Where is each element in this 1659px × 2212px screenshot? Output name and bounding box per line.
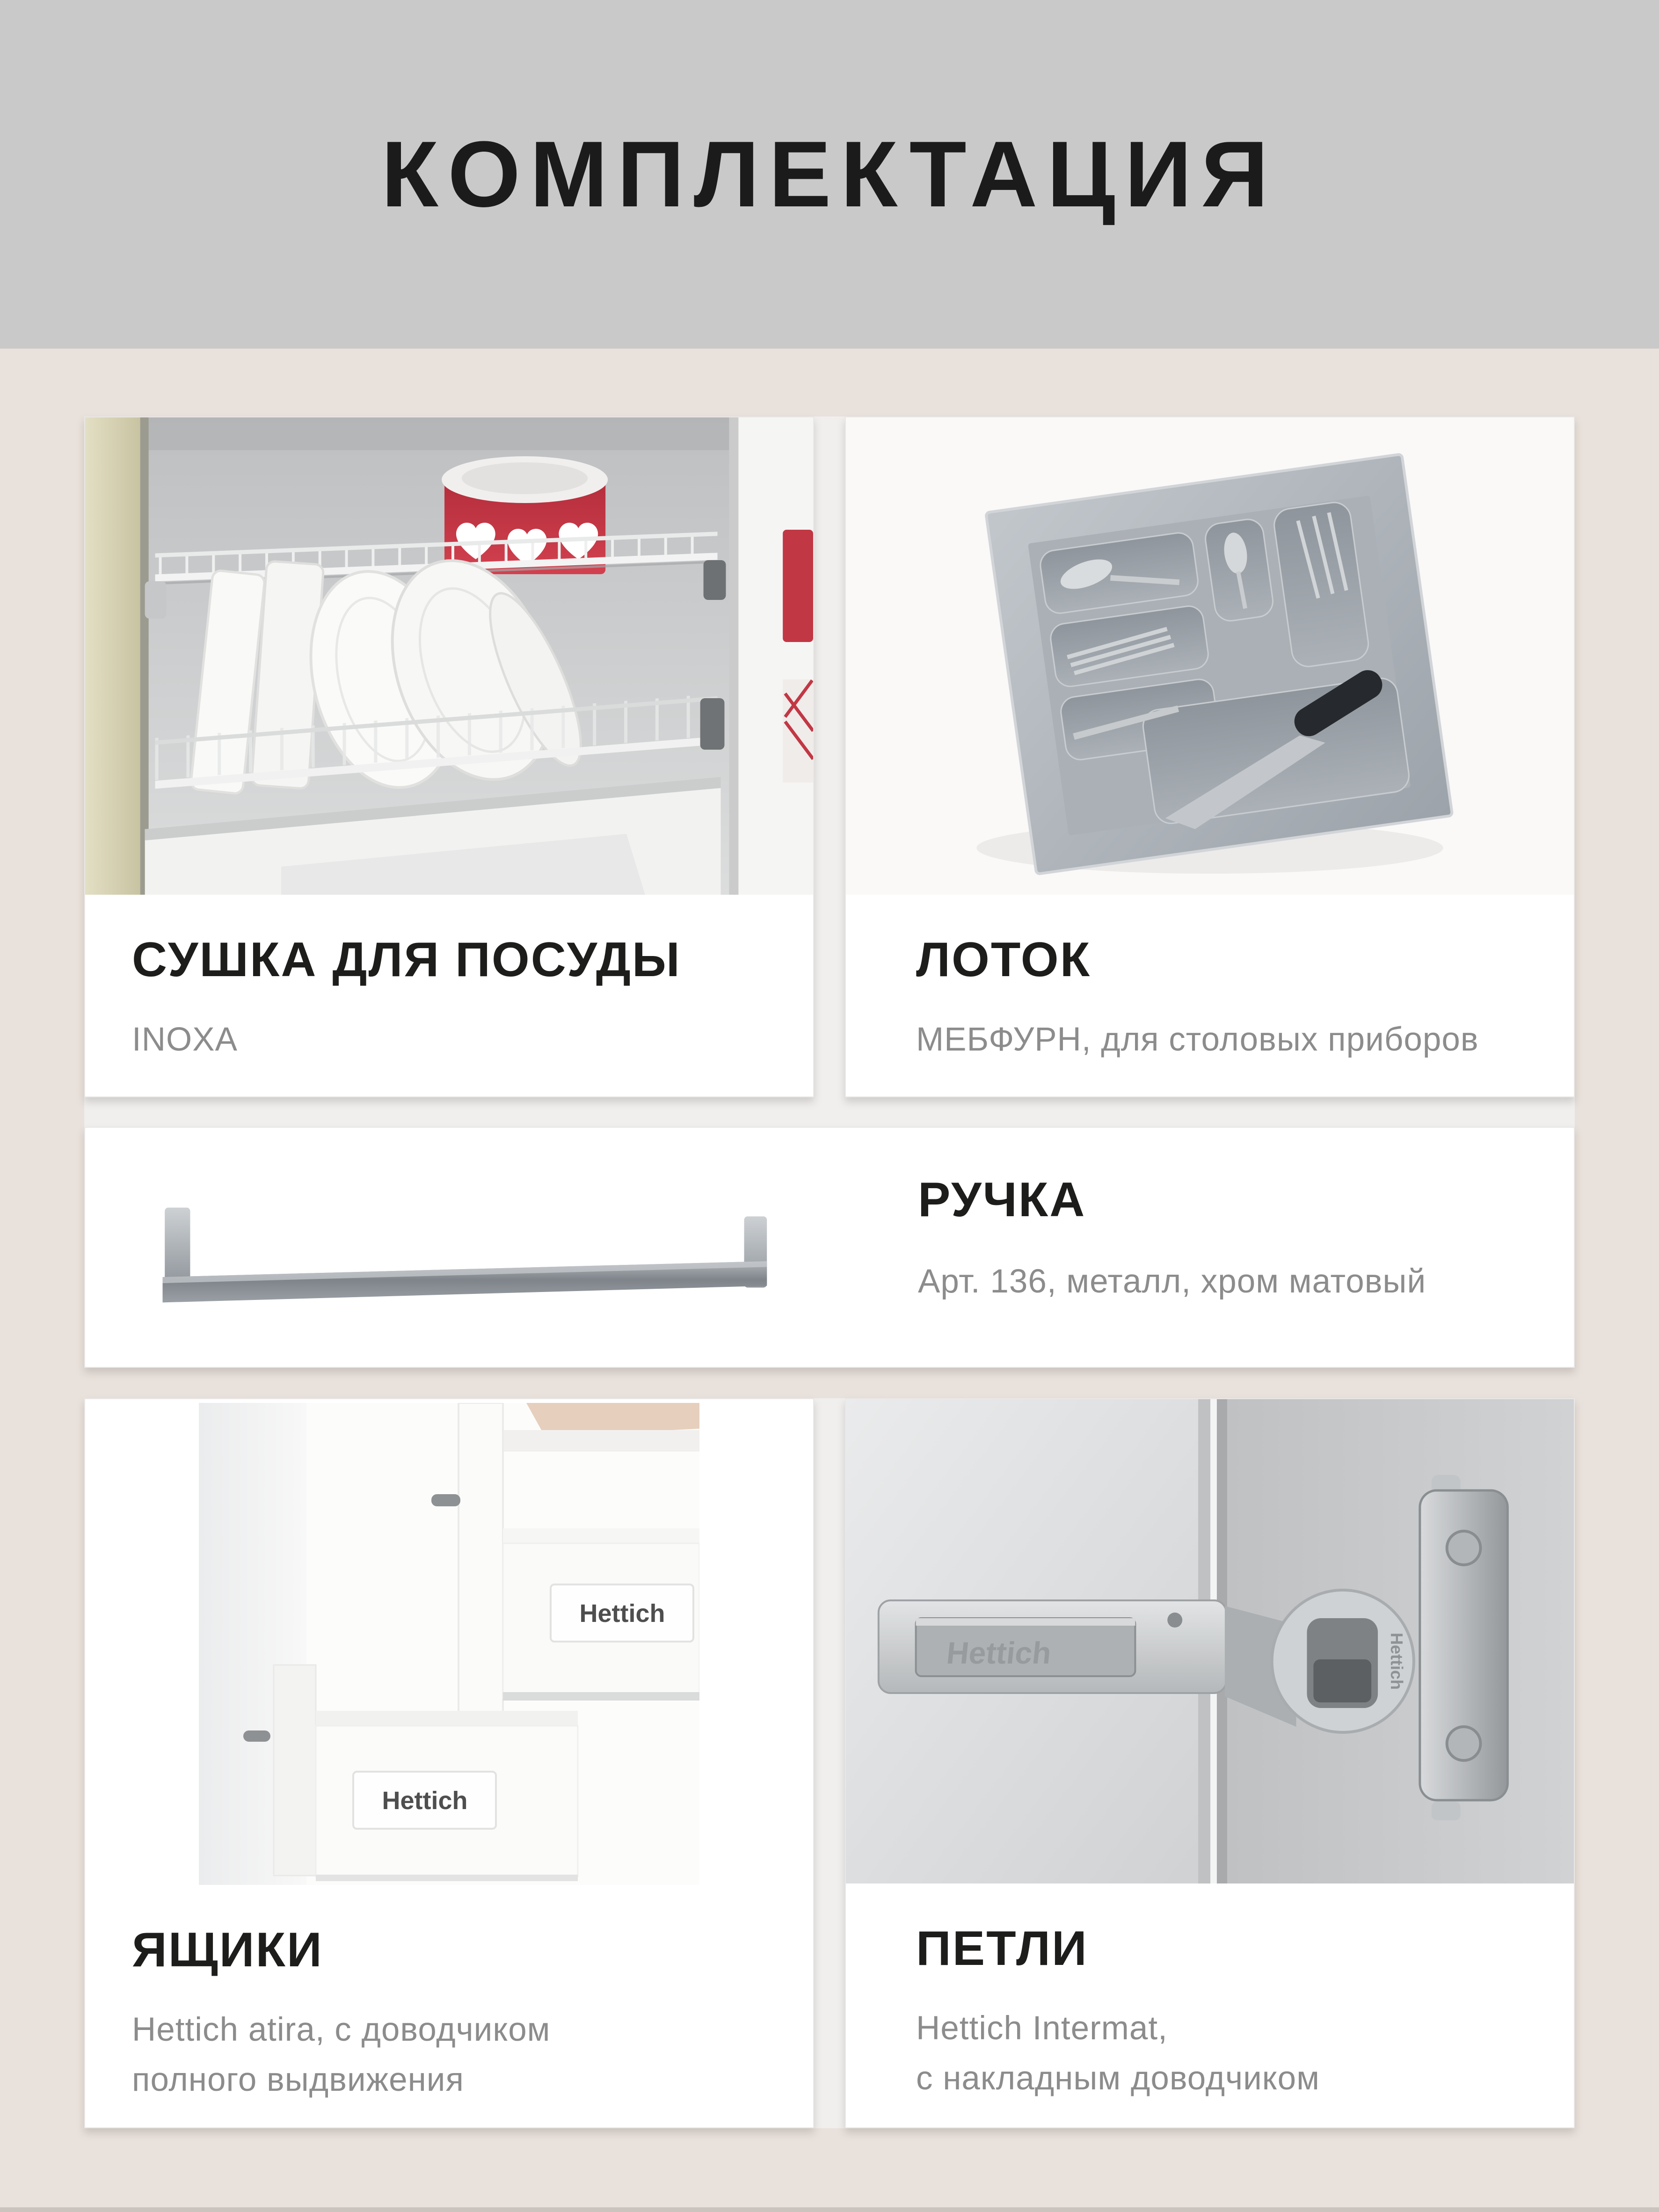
card-title: ПЕТЛИ [916,1921,1088,1976]
card-text-tray [846,895,1574,1065]
card-text-dish-dryer [85,895,813,1065]
page-title: КОМПЛЕКТАЦИЯ [381,122,1278,226]
card-text-hinges [846,1883,1574,2103]
card-subtitle-line1: Hettich Intermat, [916,2010,1168,2047]
card-subtitle: МЕБФУРН, для столовых приборов [916,1021,1479,1058]
separator-band [84,1097,1575,1127]
card-subtitle: Арт. 136, металл, хром матовый [918,1263,1426,1300]
handle-photo [132,1191,789,1305]
card-title: ЛОТОК [916,933,1091,987]
card-text-drawers [85,1885,813,2105]
hettich-label: Hettich [382,1787,468,1815]
card-subtitle-line1: Hettich atira, с доводчиком [132,2011,551,2048]
card-tray [845,416,1575,1097]
card-subtitle-line2: с накладным доводчиком [916,2059,1320,2097]
hettich-label: Hettich [579,1599,665,1628]
card-title: СУШКА ДЛЯ ПОСУДЫ [132,933,681,987]
card-handle [84,1127,1575,1368]
header-band [0,0,1659,349]
card-drawers [84,1398,814,2128]
card-text-handle [918,1172,1426,1307]
bottom-margin [0,2128,1659,2212]
card-title: РУЧКА [918,1173,1086,1227]
card-subtitle-line2: полного выдвижения [132,2061,464,2098]
row-bottom [84,1398,1575,2128]
card-subtitle [132,2005,785,2105]
hettich-label-small: Hettich [1387,1633,1406,1690]
hettich-label: Hettich [945,1636,1053,1671]
card-hinges [845,1398,1575,2128]
card-subtitle [916,2004,1546,2103]
dish-dryer-photo [85,417,813,895]
drawers-photo [199,1403,699,1885]
card-title: ЯЩИКИ [132,1923,323,1977]
card-subtitle: INOXA [132,1021,238,1058]
row-top [84,416,1575,1097]
card-dish-dryer [84,416,814,1097]
bottom-edge-line [0,2207,1659,2212]
hinge-photo [846,1399,1574,1883]
cutlery-tray-photo [846,417,1574,895]
